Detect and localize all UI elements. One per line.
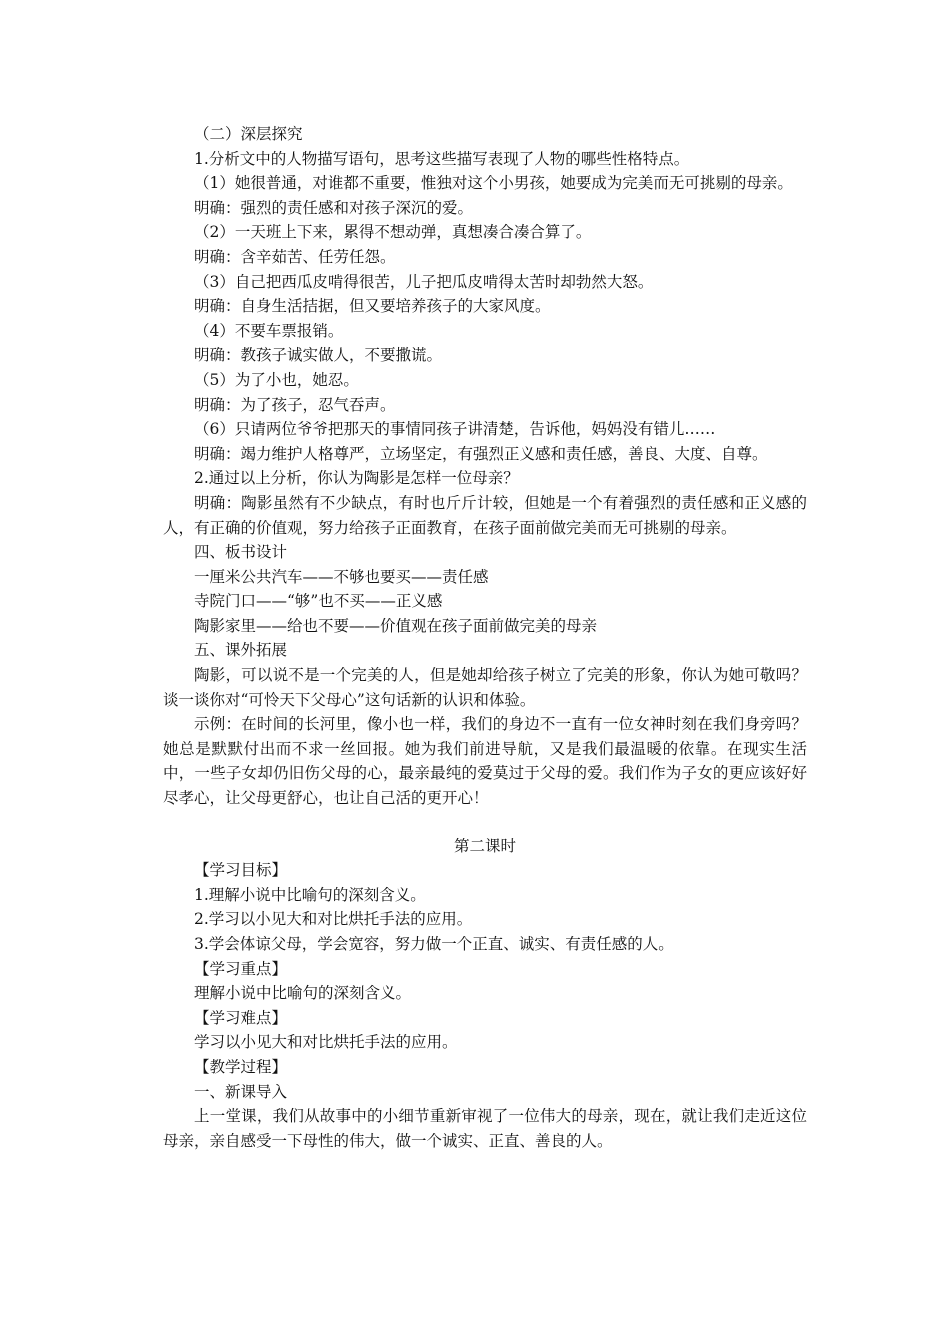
extension-example: 示例：在时间的长河里，像小也一样，我们的身边不一直有一位女神时刻在我们身旁吗？她总是默默付出而不求一丝回报。她为我们前进导航，又是我们最温暖的依靠。在现实生活中，一些子女却仍旧伤父母的心，最亲最纯的爱莫过于父母的爱。我们作为子女的更应该好好尽孝心，让父母更舒心，也让自己活的更开心！	[163, 715, 807, 808]
goals-heading: 【学习目标】	[194, 861, 288, 880]
goal-item: 3.学会体谅父母，学会宽容，努力做一个正直、诚实、有责任感的人。	[194, 935, 674, 953]
question-2: 2.通过以上分析，你认为陶影是怎样一位母亲？	[194, 469, 519, 488]
quote-item: （1）她很普通，对谁都不重要，惟独对这个小男孩，她要成为完美而无可挑剔的母亲。	[194, 174, 793, 193]
extension-question: 陶影，可以说不是一个完美的人，但是她却给孩子树立了完美的形象，你认为她可敬吗？谈一谈你对“可怜天下父母心”这句话新的认识和体验。	[163, 666, 807, 709]
goal-item: 1.理解小说中比喻句的深刻含义。	[194, 885, 426, 904]
extension-heading: 五、课外拓展	[194, 641, 288, 660]
spacer	[163, 811, 807, 834]
quote-item: （2）一天班上下来，累得不想动弹，真想凑合凑合算了。	[194, 223, 592, 242]
question-2-answer: 明确：陶影虽然有不少缺点，有时也斤斤计较，但她是一个有着强烈的责任感和正义感的人，有正确的价值观，努力给孩子正面教育，在孩子面前做完美而无可挑剔的母亲。	[163, 493, 807, 537]
quote-item: （6）只请两位爷爷把那天的事情同孩子讲清楚，告诉他，妈妈没有错儿……	[194, 420, 716, 439]
answer-item: 明确：为了孩子，忍气吞声。	[194, 395, 396, 414]
board-heading: 四、板书设计	[194, 543, 288, 562]
answer-item: 明确：强烈的责任感和对孩子深沉的爱。	[194, 198, 474, 217]
lesson-title: 第二课时	[453, 836, 516, 855]
quote-item: （5）为了小也，她忍。	[194, 370, 359, 389]
key-heading: 【学习重点】	[194, 959, 288, 978]
answer-item: 明确：竭力维护人格尊严，立场坚定，有强烈正义感和责任感，善良、大度、自尊。	[194, 444, 768, 463]
document-page	[163, 122, 807, 1153]
goal-item: 2.学习以小见大和对比烘托手法的应用。	[194, 910, 473, 929]
quote-item: （3）自己把西瓜皮啃得很苦，儿子把瓜皮啃得太苦时却勃然大怒。	[194, 272, 654, 291]
board-line: 陶影家里——给也不要——价值观在孩子面前做完美的母亲	[194, 616, 598, 635]
difficulty-text: 学习以小见大和对比烘托手法的应用。	[194, 1033, 458, 1052]
process-heading: 【教学过程】	[194, 1057, 288, 1076]
quote-item: （4）不要车票报销。	[194, 321, 344, 340]
answer-item: 明确：含辛茹苦、任劳任怨。	[194, 247, 396, 266]
section-heading: （二）深层探究	[194, 125, 303, 143]
answer-item: 明确：自身生活拮据，但又要培养孩子的大家风度。	[194, 297, 551, 316]
question-1: 1.分析文中的人物描写语句，思考这些描写表现了人物的哪些性格特点。	[194, 149, 690, 168]
answer-item: 明确：教孩子诚实做人，不要撒谎。	[194, 346, 443, 365]
board-line: 寺院门口——“够”也不买——正义感	[194, 592, 443, 611]
intro-heading: 一、新课导入	[194, 1082, 288, 1101]
board-line: 一厘米公共汽车——不够也要买——责任感	[194, 567, 489, 586]
difficulty-heading: 【学习难点】	[194, 1008, 288, 1027]
key-text: 理解小说中比喻句的深刻含义。	[194, 984, 412, 1003]
intro-text: 上一堂课，我们从故事中的小细节重新审视了一位伟大的母亲，现在，就让我们走近这位母亲，亲自感受一下母性的伟大，做一个诚实、正直、善良的人。	[163, 1107, 807, 1150]
